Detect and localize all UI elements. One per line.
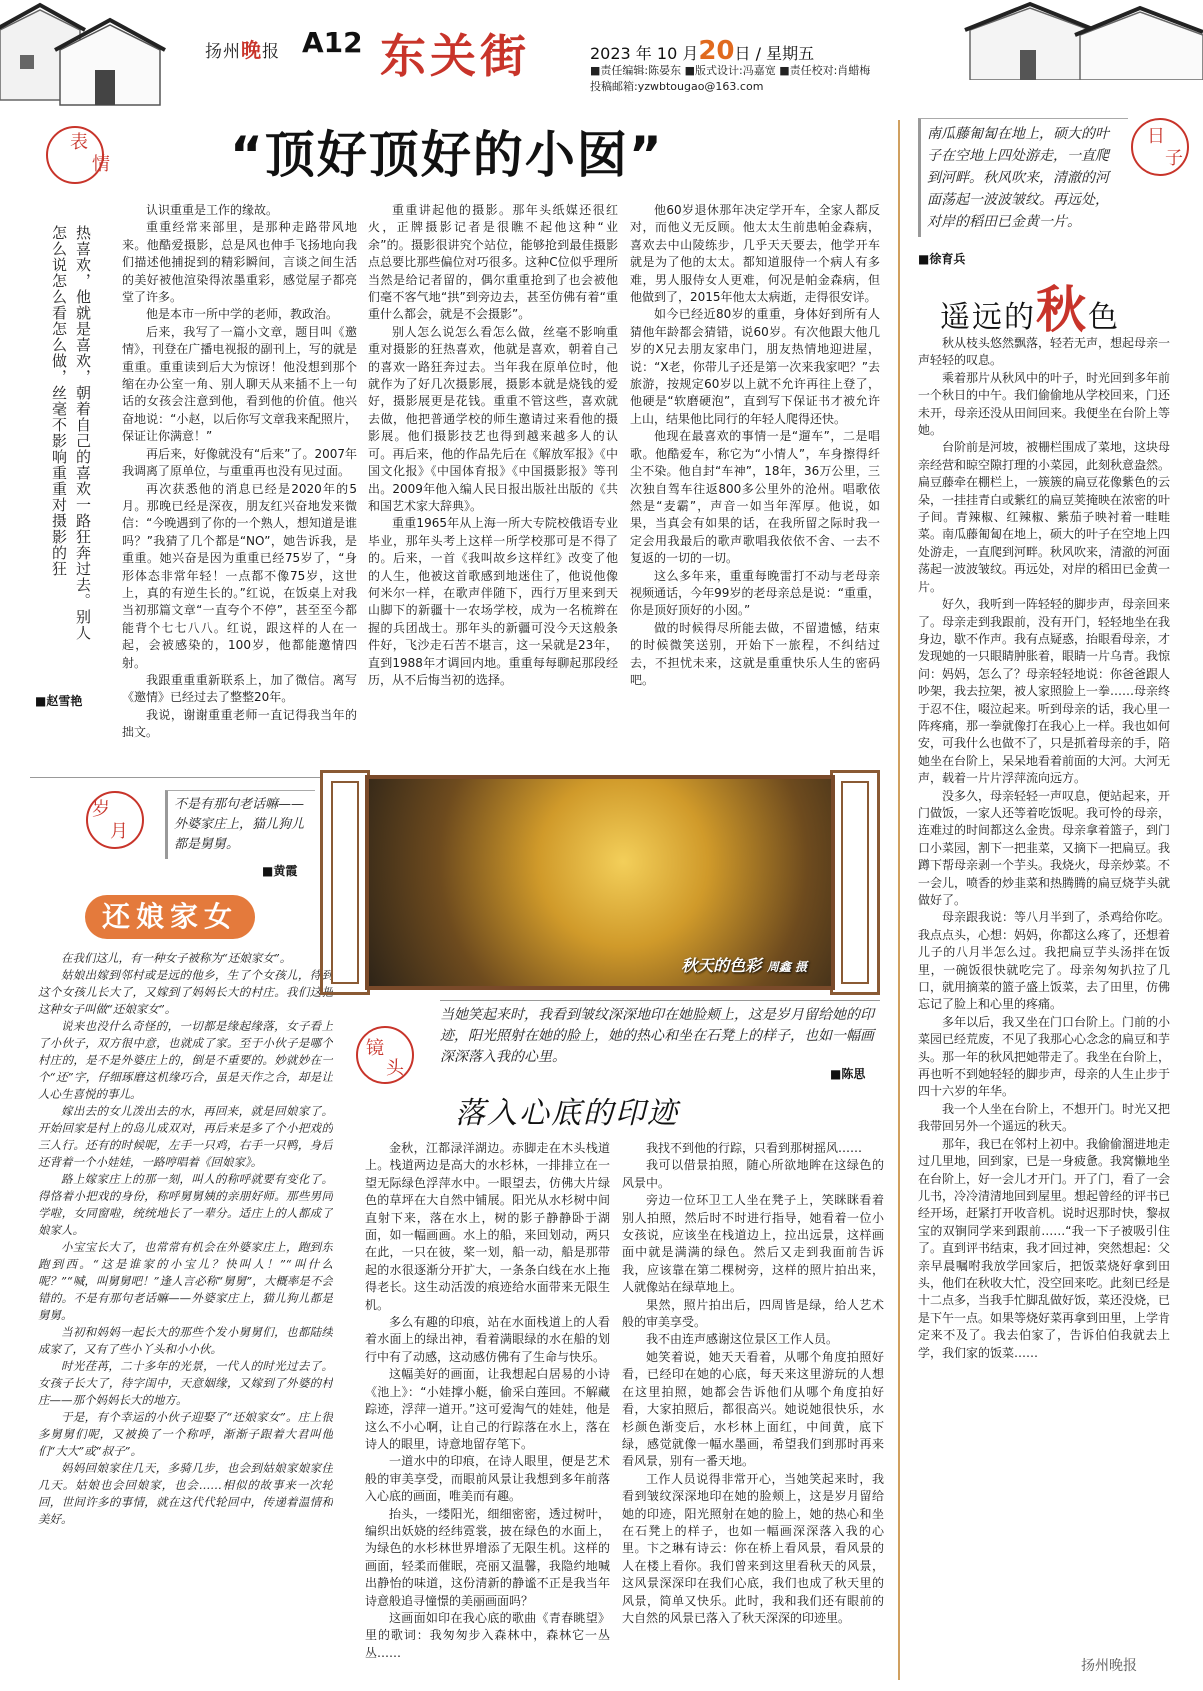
staff-credits: ■责任编辑:陈晏东 ■版式设计:冯嘉宽 ■责任校对:肖蜡梅 — [590, 64, 871, 77]
roof-illustration-right — [960, 0, 1203, 80]
paragraph: 这幅美好的画面，让我想起白居易的小诗《池上》：“小娃撑小艇，偷采白莲回。不解藏踪迹，浮萍一道开。”这可爱淘气的娃娃，他是这么不小心啊，让自己的行踪落在水上，落在诗人的眼里，诗意地留存笔下。 — [365, 1367, 610, 1451]
paragraph: 我跟重重重新联系上，加了微信。离写《邀情》已经过去了整整20年。 — [122, 672, 357, 705]
roof-illustration-left — [0, 0, 185, 108]
paragraph: 她笑着说，她天天看着，从哪个角度拍照好看，已经印在她的心底，每天来这里游玩的人想在这里拍照，她都会告诉他们从哪个角度拍好看，大家拍照后，都很高兴。她说她很快乐，水杉颜色渐变后，水杉林上面红，中间黄，底下绿，感觉就像一幅水墨画，希望我们到那时再来看风景，别有一番天地。 — [622, 1349, 884, 1469]
paragraph: 果然，照片拍出后，四周皆是绿，给人艺术般的审美享受。 — [622, 1297, 884, 1330]
paragraph: 当初和妈妈一起长大的那些个发小舅舅们，也都陆续成家了，又有了些小丫头和小小伙。 — [38, 1325, 333, 1356]
paragraph: 旁边一位环卫工人坐在凳子上，笑眯眯看着别人拍照，然后时不时进行指导，她看着一位小女孩说，应该坐在栈道边上，拉出远景，这样画面中就是满满的绿色。然后又走到我面前告诉我，应该靠在第二棵树旁，这样的照片拍出来，人就像站在绿草地上。 — [622, 1193, 884, 1295]
paragraph: 我找不到他的行踪，只看到那树摇风…… — [646, 1141, 863, 1155]
tag-biaoqing: 表 情 — [40, 120, 110, 190]
photo-caption: 秋天的色彩 周鑫 摄 — [681, 956, 807, 975]
paragraph: 妈妈回娘家住几天，多骑几步，也会到姑娘家娘家住几天。姑娘也会回娘家，也会……相似的故事来一次轮回，世间许多的事情，就在这代代轮回中，传递着温情和美好。 — [38, 1461, 333, 1526]
paragraph: 做的时候得尽所能去做，不留遗憾，结束的时候微笑送别，开始下一旅程，不纠结过去，不担忧未来，这就是重重快乐人生的密码吧。 — [630, 620, 880, 687]
paragraph: 路上嫁家庄上的那一刻，叫人的称呼就要有变化了。得恪着小把戏的身份，称呼舅舅姨的亲朋好师。那些男同学啦，女同窗啦，统统地长了一辈分。适庄上的人都成了娘家人。 — [38, 1172, 333, 1237]
article4-column-1 — [365, 1140, 610, 1680]
tag-suiyue: 岁 月 — [80, 785, 150, 855]
paragraph: 别人怎么说怎么看怎么做，丝毫不影响重重对摄影的狂热喜欢，他就是喜欢，朝着自己的喜欢一路狂奔过去。当年我在原单位时，他就作为了好几次摄影展，摄影本就是烧钱的爱好，摄影展更是花钱。重重不管这些，喜欢就去做，他把普通学校的师生邀请过来看他的摄影展。他们摄影技艺也得到越来越多人的认可。再后来，他的作品先后在《解放军报》《中国文化报》《中国体育报》《中国摄影报》等刊出。2009年他入编人民日报出版社出版的《共和国艺术家大辞典》。 — [368, 324, 618, 513]
paragraph: 工作人员说得非常开心，当她笑起来时，我看到皱纹深深地印在她的脸颊上，这是岁月留给她的印迹，阳光照射在她的脸上，她的热心和坐在石凳上的样子，也如一幅画深深落入我的心里。卞之琳有诗云：你在桥上看风景，看风景的人在楼上看你。我们曾来到这里看秋天的风景，这风景深深印在我们心底，我们也成了秋天里的风景，简单又快乐。此时，我和我们还有眼前的大自然的风景已落入了秋天深深的印迹里。 — [622, 1471, 884, 1625]
paragraph: 金秋，江都渌洋湖边。赤脚走在木头栈道上。栈道两边是高大的水杉林，一排排立在一望无际绿色浮萍水中。一眼望去，仿佛大片绿色的草坪在大自然中铺展。阳光从水杉树中间直射下来，落在水上，树的影子静静卧于湖面，如一幅画画。水上的船，来回划动，两只在此，一只在彼，桨一划，船一动，船是那带起的水很逐渐分开扩大，一条条白线在水上拖得老长。这生动活泼的痕迹给水面带来无限生机。 — [365, 1141, 610, 1312]
column-divider — [898, 120, 900, 1680]
article-headline-return-home: 还娘家女 — [85, 895, 255, 939]
byline-article4: ■陈思 — [830, 1067, 866, 1081]
article3-body — [38, 950, 333, 1680]
paragraph: 后来，我写了一篇小文章，题目叫《邀情》，刊登在广播电视报的副刊上，写的就是重重。重重读到后大为惊讶！他没想到那个缩在办公室一角、别人聊天从来插不上一句话的女孩会注意到他，看到他的价值。他兴奋地说：“小赵，以后你写文章我来配照片，保证让你满意！” — [122, 324, 357, 444]
window-lattice-right — [830, 770, 880, 995]
paragraph: 重重1965年从上海一所大专院校俄语专业毕业，那年头考上这样一所学校那可是不得了的。后来，一首《我叫故乡这样红》改变了他的人生，他被这首歌感到地迷住了，他说他像何米尔一样，在歌声伴随下，西行万里来到天山脚下的新疆十一农场学校，成为一名梳辫在握的兵团战士。那年头的新疆可没今天这般条件好，飞沙走石苦不堪言，这一呆就是23年，直到1988年才调回内地。重重每每聊起那段经历，从不后悔当初的选择。 — [368, 516, 618, 687]
masthead — [0, 0, 1203, 110]
article-headline-imprint: 落入心底的印迹 — [455, 1096, 679, 1131]
paragraph: 我可以借景拍照，随心所欲地眸在这绿色的风景中。 — [622, 1158, 884, 1190]
paragraph: 乘着那片从秋风中的叶子，时光回到多年前一个秋日的中午。我们偷偷地从学校回来，门还未开，母亲还没从田间回来。我便坐在台阶上等她。 — [918, 370, 1170, 438]
paragraph: 母亲跟我说：等八月半到了，杀鸡给你吃。我点点头，心想：妈妈，你都这么疼了，还想着儿子的八月半怎么过。我把扁豆芋头汤拌在饭里，一碗饭很快就吃完了。母亲匆匆扒拉了几口，就用摘菜的篮子盛上饭菜，去了田里，仿佛忘记了脸上和心里的疼痛。 — [918, 910, 1170, 1012]
window-lattice-left — [320, 770, 370, 995]
section-divider — [30, 777, 320, 778]
paragraph: 我不由连声感谢这位景区工作人员。 — [646, 1332, 839, 1347]
article1-column-2 — [368, 202, 618, 767]
paragraph: 多么有趣的印痕，站在水面栈道上的人看着水面上的绿出神，看着满眼绿的水在船的划行中有了动感，这动感仿佛有了生命与快乐。 — [365, 1315, 610, 1364]
paragraph: 再后来，好像就没有“后来”了。2007年我调离了原单位，与重重再也没有见过面。 — [122, 446, 357, 479]
byline-article3: ■黄霞 — [262, 864, 298, 878]
pull-quote-vertical: 热喜欢，他就是喜欢，朝着自己的喜欢一路狂奔过去。别人怎么说怎么看怎么做，丝毫不影响重重对摄影的狂 — [50, 225, 92, 641]
article4-column-2 — [622, 1140, 884, 1680]
paragraph: 认识重重是工作的缘故。 — [146, 203, 279, 217]
paragraph: 抬头，一缕阳光，细细密密，透过树叶，编织出妖娆的经纬霓裳，披在绿色的水面上，为绿色的水杉林世界增添了无限生机。这样的画面，轻柔而催眠，亮丽又温馨，我隐约地喊出静怡的味道，这份清新的静谧不正是我当年诗意般追寻憧憬的美丽画面吗？ — [365, 1506, 610, 1608]
paragraph: 如今已经近80岁的重重，身体好到所有人猜他年龄都会猜错，说60岁。有次他跟大他几岁的X兄去朋友家串门，朋友热情地迎进屋，说：“X老，你带儿子还是第一次来我家吧？”去旅游，按规定60岁以上就不允许再往上登了，他硬是“软磨硬泡”，直到写下保证书才被允许上山，结果他比同行的年轻人爬得还快。 — [630, 307, 880, 426]
pull-quote-article2: 南瓜藤匍匐在地上，硕大的叶子在空地上四处游走，一直爬到河畔。秋风吹来，清澈的河面荡起一波波皱纹。再远处，对岸的稻田已金黄一片。 — [918, 118, 1128, 237]
section-title: 东关街 — [380, 29, 530, 83]
paragraph: 他现在最喜欢的事情一是“遛车”，二是唱歌。他酷爱车，称它为“小情人”，车身擦得纤尘不染。他自封“车神”，18年，36万公里，三次独自驾车往返800多公里外的沧州。唱歌依然是“麦霸”，声音一如当年浑厚。他说，如果，当真会有如果的话，在我所留之际时我一定会用我最后的歌声歌唱我依依不舍、一去不复返的一切的一切。 — [630, 429, 880, 566]
paragraph: 我一个人坐在台阶上，不想开门。时光又把我带回另外一个遥远的秋天。 — [918, 1101, 1170, 1134]
autumn-ginkgo-photo — [365, 775, 835, 990]
paragraph: 好久，我听到一阵轻轻的脚步声，母亲回来了。母亲走到我跟前，没有开门，轻轻地坐在我身边，歇不作声。我有点疑惑，抬眼看母亲，才发现她的一只眼睛肿胀着，眼睛一片乌青。我惊问：妈妈，怎么了？母亲轻轻地说：你爸爸跟人吵架，我去拉架，被人家照脸上一拳……母亲终于忍不住，啜泣起来。听到母亲的话，我心里一阵疼痛，那一拳就像打在我心上一样。我也如何安，可我什么也做不了，只是抓着母亲的手，陪她坐在台阶上，呆呆地看着前面的大河。大河无声，载着一片片浮萍流向远方。 — [918, 597, 1170, 786]
paragraph: 台阶前是河坡，被栅栏围成了菜地，这块母亲经营和晾空隙打理的小菜园，此刻秋意盎然。扁豆藤牵在棚栏上，一簇簇的扁豆花像紫色的云朵，一挂挂青白或紫红的扁豆荚掩映在浓密的叶子间。青辣椒、红辣椒、紫茄子映衬着一畦畦菜。南瓜藤匍匐在地上，硕大的叶子在空地上四处游走，一直爬到河畔。秋风吹来，清澈的河面荡起一波波皱纹。再远处，对岸的稻田已金黄一片。 — [918, 440, 1170, 594]
wechat-watermark: 扬州晚报 — [1075, 1653, 1143, 1677]
paragraph: 多年以后，我又坐在门口台阶上。门前的小菜园已经荒废，不见了我那心心念念的扁豆和芋头。那一年的秋风把她带走了。我坐在台阶上，再也听不到她轻轻的脚步声，母亲的人生止步于四十六岁的年华。 — [918, 1014, 1170, 1099]
paragraph: 我说，谢谢重重老师一直记得我当年的拙文。 — [122, 707, 357, 740]
tag-jingtou: 镜 头 — [350, 1020, 420, 1090]
paragraph: 姑娘出嫁到邻村或是远的他乡，生了个女孩儿，待到这个女孩儿长大了，又嫁到了妈妈长大的村庄。我们这把这种女子叫做“还娘家女”。 — [38, 968, 333, 1016]
paragraph: 这画面如印在我心底的歌曲《青春眺望》里的歌词：我匆匆步入森林中，森林它一丛丛…… — [365, 1610, 610, 1660]
newspaper-name: 扬州晚报 — [205, 38, 280, 62]
paragraph: 他60岁退休那年决定学开车，全家人都反对，而他义无反顾。他太太生前患帕金森病，喜欢去中山陵练步，几乎天天要去，他学开车就是为了他的太太。都知道服侍一个病人有多难，男人服侍女人更难，何况是帕金森病，但他做到了，2015年他太太病逝，走得很安详。 — [630, 203, 880, 305]
paragraph: 时光荏苒，二十多年的光景，一代人的时光过去了。女孩子长大了，待字闺中，天意姻缘，又嫁到了外婆的村庄——那个妈妈长大的地方。 — [38, 1359, 333, 1407]
paragraph: 他是本市一所中学的老师，教政治。 — [146, 307, 339, 322]
submission-email: 投稿邮箱:yzwbtougao@163.com — [590, 80, 764, 93]
paragraph: 那年，我已在邻村上初中。我偷偷溜进地走过几里地，回到家，已是一身疲惫。我窝懒地坐在台阶上，好一会儿才开门。开了门，看了一会儿书，冷冷清清地回到屋里。想起曾经的评书已经开场，赶紧打开收音机。说时迟那时快，黎叔宝的双锏同学来到跟前……“我一下子被吸引住了。直到评书结束，我才回过神，突然想起：父亲早晨嘱咐我放学回家后，把饭菜烧好拿到田头，他们在秋收大忙，没空回来吃。此刻已经是十二点多，当我手忙脚乱做好饭，菜还没烧，已是下午一点。如果等烧好菜再拿到田里，上学肯定来不及了。我去伯家了，告诉伯伯我就去上学，我们家的饭菜…… — [918, 1136, 1170, 1360]
pull-quote-article3: 不是有那句老话嘛——外婆家庄上，猫儿狗儿都是舅舅。 — [165, 790, 315, 859]
byline-article1: ■赵雪艳 — [35, 694, 83, 708]
article1-column-3 — [630, 202, 880, 767]
byline-article2: ■徐育兵 — [918, 252, 966, 266]
paragraph: 重重讲起他的摄影。那年头纸媒还很红火，正牌摄影记者是很瞧不起他这种“业余”的。摄影很讲究个站位，能够抢到最佳摄影点总要比那些偏位对巧很多。这种C位似乎理所当然是给记者留的，偶尔重重抢到了也会被他们毫不客气地“拱”到旁边去，甚至仿佛有着“重重什么都会，就是不会摄影”。 — [368, 203, 618, 322]
pull-quote-article4: 当她笑起来时，我看到皱纹深深地印在她脸颊上，这是岁月留给她的印迹，阳光照射在她的脸上，她的热心和坐在石凳上的样子，也如一幅画深深落入我的心里。 — [440, 1000, 880, 1068]
issue-date: 2023 年 10 月20日 / 星期五 — [590, 36, 815, 66]
paragraph: 在我们这儿，有一种女子被称为“还娘家女”。 — [61, 951, 292, 965]
article2-body — [918, 335, 1170, 1680]
paragraph: 一道水中的印痕，在诗人眼里，便是艺术般的审美享受，而眼前风景让我想到多年前落入心底的画面，唯美而有趣。 — [365, 1454, 610, 1504]
page-number: A12 — [302, 26, 363, 59]
article-headline-autumn: 遥远的秋色 — [940, 281, 1120, 339]
article-headline-main: “顶好顶好的小囡” — [230, 126, 664, 184]
paragraph: 嫁出去的女儿泼出去的水，再回来，就是回娘家了。开始回家是村上的岛儿成双对，再后来是多了个小把戏的三人行。还有的时候呢，左手一只鸡，右手一只鸭，身后还背着一个小娃娃，一路哼唱着《回娘家》。 — [38, 1104, 333, 1169]
paragraph: 没多久，母亲轻轻一声叹息，便站起来，开门做饭，一家人还等着吃饭呢。我可怜的母亲，连难过的时间都这么金贵。母亲拿着篮子，到门口小菜园，割下一把韭菜，又摘下一把扁豆。我蹲下帮母亲剥一个芋头。我烧火，母亲炒菜。不一会儿，喷香的炒韭菜和热腾腾的扁豆烧芋头就做好了。 — [918, 788, 1170, 907]
paragraph: 再次获悉他的消息已经是2020年的5月。那晚已经是深夜，朋友红兴奋地发来微信：“今晚遇到了你的一个熟人，想知道是谁吗？”我猜了几个都是“NO”，她告诉我，是重重。她兴奋是因为重重已经75岁了，“身形体态非常年轻！一点都不像75岁，这世上，真的有逆生长的。”红说，在饭桌上对我当初那篇文章“一直夸个不停”，甚至至今都能背个七七八八。红说，跟这样的人在一起，会被感染的，100岁，他都能邀情四射。 — [122, 481, 357, 670]
paragraph: 这么多年来，重重每晚雷打不动与老母亲视频通话，今年99岁的老母亲总是说：“重重，你是顶好顶好的小囡。” — [630, 568, 880, 618]
paragraph: 于是，有个幸运的小伙子迎娶了“还娘家女”。庄上很多舅舅们呢，又被换了一个称呼，渐渐子跟着大君叫他们“大大”或“叔子”。 — [38, 1410, 333, 1458]
tag-rizi: 日 子 — [1125, 112, 1195, 182]
paragraph: 秋从枝头悠然飘落，轻若无声，想起母亲一声轻轻的叹息。 — [918, 336, 1170, 368]
article1-column-1 — [122, 202, 357, 767]
paragraph: 小宝宝长大了，也常常有机会在外婆家庄上，跑到东跑到西。“这是谁家的小宝儿？快叫人！”“叫什么呢？”“喊，叫舅舅吧！”逢人言必称“舅舅”，大概率是不会错的。不是有那句老话嘛——外婆家庄上，猫儿狗儿都是舅舅。 — [38, 1240, 333, 1322]
paragraph: 重重经常来部里，是那种走路带风地来。他酷爱摄影，总是风也伸手飞扬地向我们描述他捕捉到的精彩瞬间，言谈之间生活的美好被他渲染得浓墨重彩，感觉屋子都亮堂了许多。 — [122, 220, 357, 305]
paragraph: 说来也没什么奇怪的，一切都是缘起缘落，女子看上了小伙子，双方很中意，也就成了家。至于小伙子是哪个村庄的，是不是外婆庄上的，倒是不重要的。妙就妙在一个“还”字，仔细琢磨这机缘巧合，虽是天作之合，却是让人心生喜悦的事儿。 — [38, 1019, 333, 1101]
